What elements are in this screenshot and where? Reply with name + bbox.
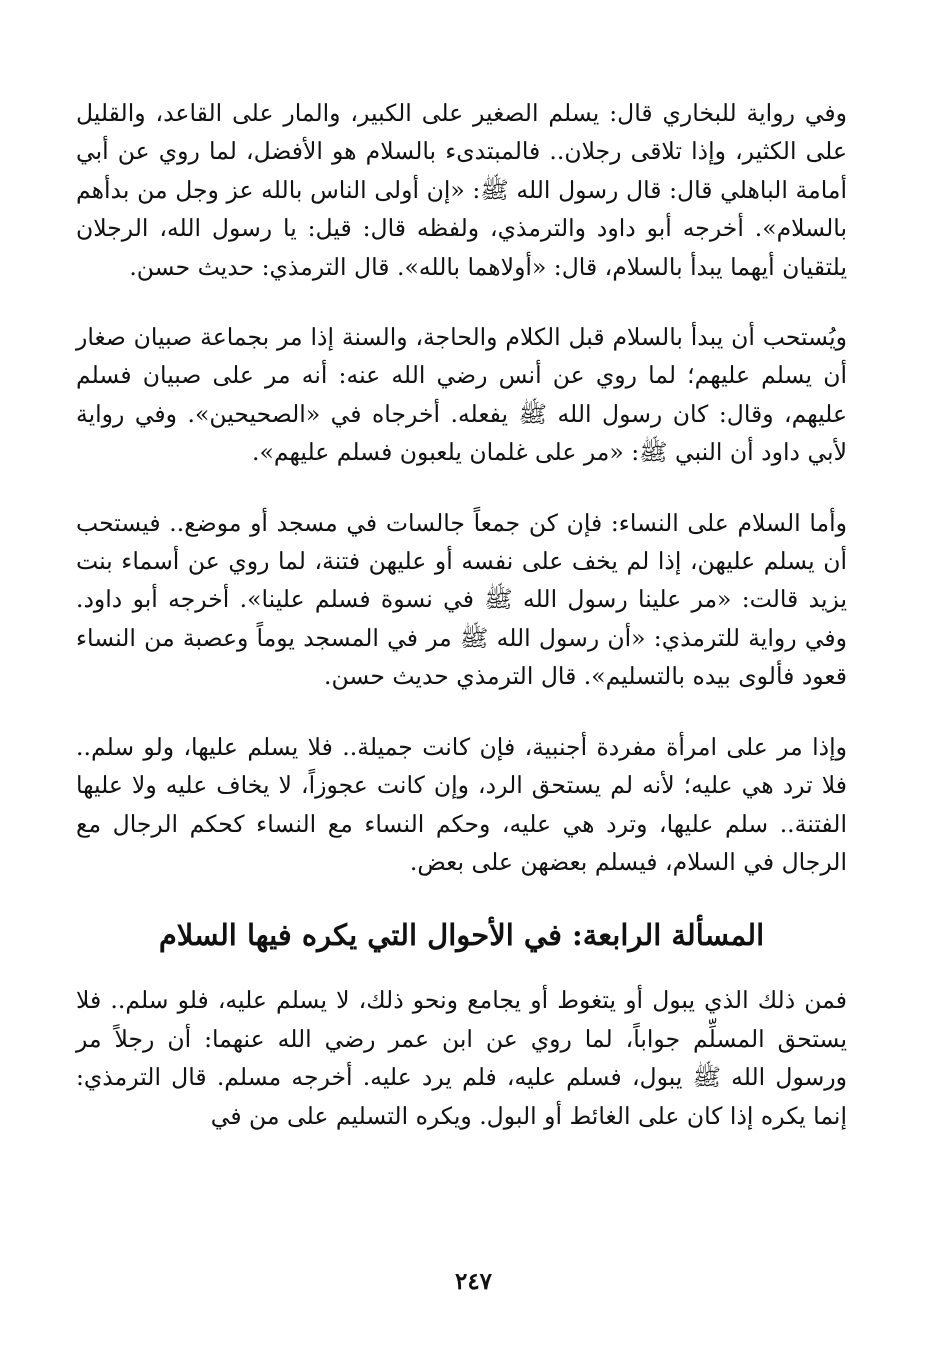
page-number: ٢٤٧ [454,1268,493,1295]
paragraph-single-woman: وإذا مر على امرأة مفردة أجنبية، فإن كانت جميلة.. فلا يسلم عليها، ولو سلم.. فلا ترد هي عليه؛ لأنه لم يستحق الرد، وإن كانت عجوزاً، لا يخاف عليه ولا عليها الفتنة.. سلم عليها، وترد هي عليه، وحكم النساء مع النساء كحكم الرجال مع الرجال في السلام، فيسلم بعضهن على بعض. [76,732,847,876]
paragraph-greeting-women: وأما السلام على النساء: فإن كن جمعاً جالسات في مسجد أو موضع.. فيستحب أن يسلم عليهن، إذا لم يخف على نفسه أو عليهن فتنة، لما روي عن أسماء بنت يزيد قالت: «مر علينا رسول الله ﷺ في نسوة فسلم علينا». أخرجه أبو داود. وفي رواية للترمذي: «أن رسول الله ﷺ مر في المسجد يوماً وعصبة من النساء قعود فألوى بيده بالتسليم». قال الترمذي حديث حسن. [76,508,847,691]
paragraph-greeting-children: ويُستحب أن يبدأ بالسلام قبل الكلام والحاجة، والسنة إذا مر بجماعة صبيان صغار أن يسلم عليهم؛ لما روي عن أنس رضي الله عنه: أنه مر على صبيان فسلم عليهم، وقال: كان رسول الله ﷺ يفعله. أخرجاه في «الصحيحين». وفي رواية لأبي داود أن النبي ﷺ: «مر على غلمان يلعبون فسلم عليهم». [76,323,847,467]
page-body [76,94,847,1167]
section-heading: المسألة الرابعة: في الأحوال التي يكره فيها السلام [158,918,765,953]
paragraph-bukhari-narration: وفي رواية للبخاري قال: يسلم الصغير على الكبير، والمار على القاعد، والقليل على الكثير، وإذا تلاقى رجلان.. فالمبتدىء بالسلام هو الأفضل، لما روي عن أبي أمامة الباهلي قال: قال رسول الله ﷺ: «إن أولى الناس بالله عز وجل من بدأهم بالسلام». أخرجه أبو داود والترمذي، ولفظه قال: قيل: يا رسول الله، الرجلان يلتقيان أيهما يبدأ بالسلام، قال: «أولاهما بالله». قال الترمذي: حديث حسن. [76,99,847,281]
paragraph-disliked-states: فمن ذلك الذي يبول أو يتغوط أو يجامع ونحو ذلك، لا يسلم عليه، فلو سلم.. فلا يستحق المسلِّم جواباً، لما روي عن ابن عمر رضي الله عنهما: أن رجلاً مر ورسول الله ﷺ يبول، فسلم عليه، فلم يرد عليه. أخرجه مسلم. قال الترمذي: إنما يكره إذا كان على الغائط أو البول. ويكره التسليم على من في [76,986,847,1130]
